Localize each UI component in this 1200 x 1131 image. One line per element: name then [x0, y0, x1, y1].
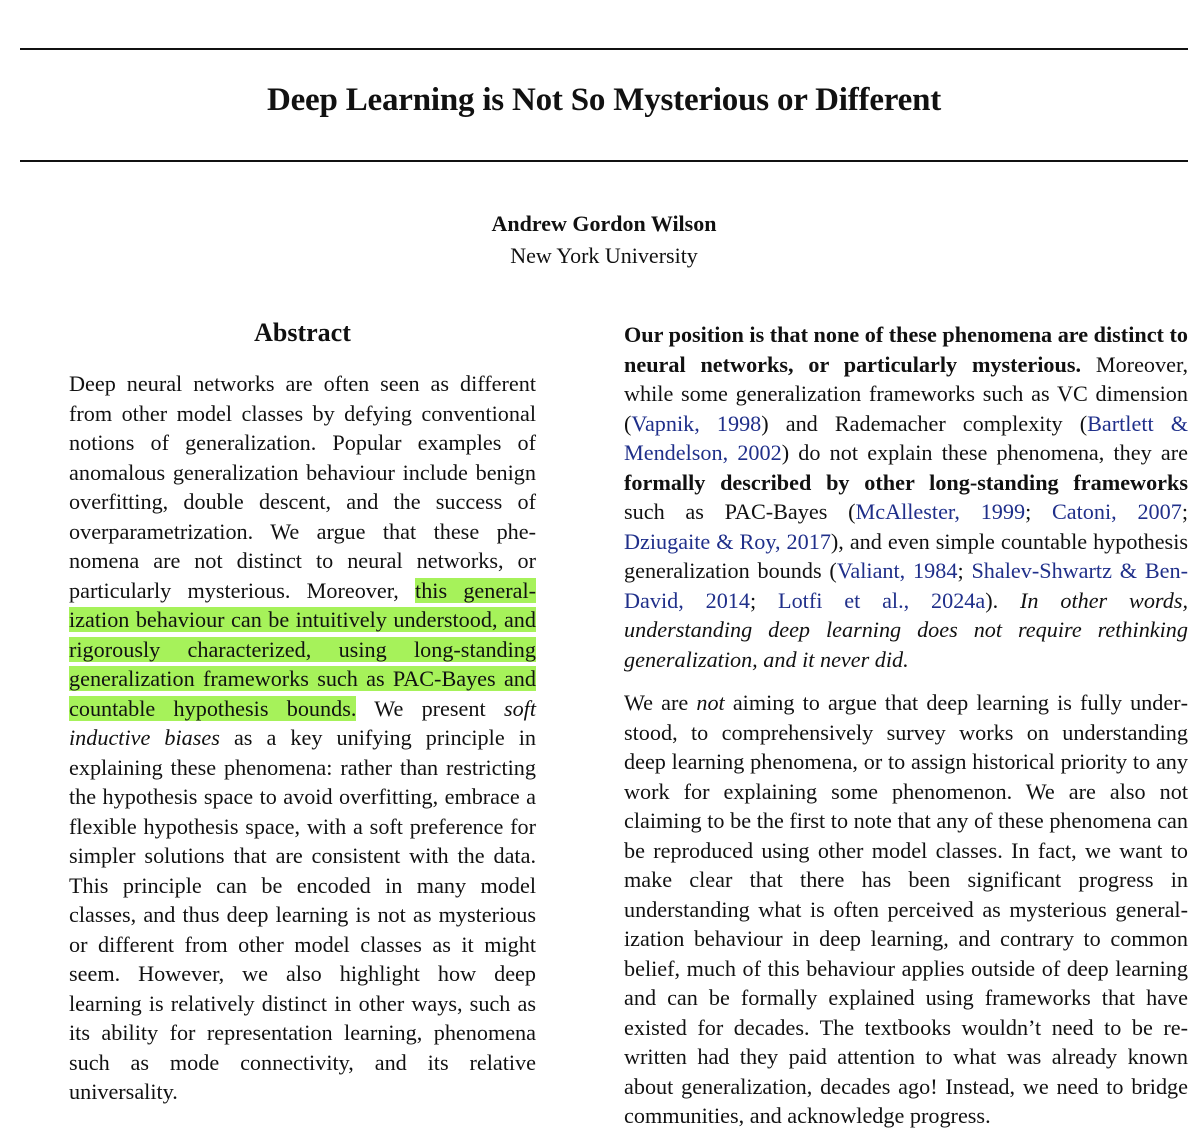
- position-text-5: ;: [1025, 499, 1052, 524]
- paper-title: Deep Learning is Not So Mysterious or Different: [266, 82, 942, 118]
- citation-dziugaite-roy[interactable]: Dziugaite & Roy, 2017: [624, 528, 831, 554]
- position-bold-frameworks: formally described by other long-standing frameworks: [624, 469, 1188, 495]
- title-bottom-rule: [20, 160, 1188, 162]
- author-name: Andrew Gordon Wilson: [491, 211, 717, 236]
- abstract-heading: Abstract: [254, 318, 351, 347]
- abstract-emphasis-soft-inductive-biases: soft inductive biases: [69, 695, 536, 750]
- intro-column: [624, 320, 1188, 1131]
- abstract-column: [69, 369, 536, 1107]
- position-text-8: ;: [957, 558, 972, 583]
- citation-vapnik[interactable]: Vapnik, 1998: [631, 410, 762, 436]
- scope-paragraph: [624, 688, 1188, 1131]
- scope-text-1: We are: [624, 690, 697, 715]
- citation-catoni[interactable]: Catoni, 2007: [1052, 499, 1182, 524]
- abstract-paragraph: [69, 369, 536, 1107]
- position-statement: Our position is that none of these phenomena are distinct to neural networks, or particularly mysterious.: [624, 322, 1188, 377]
- citation-valiant[interactable]: Valiant, 1984: [836, 558, 958, 583]
- citation-mcallester[interactable]: McAllester, 1999: [855, 499, 1026, 524]
- abstract-text-3: as a key unifying principle in explaining these phenomena: rather than restricting the hypothesis space to avoid overfitting, embrace a flexible hypothesis space, with a soft preference for simpler solutions that are consistent with the data. This principle can be encoded in many model classes, and thus deep learning is not as mysterious or different from other model classes as it might seem. However, we also highlight how deep learning is relatively distinct in other ways, such as its ability for representation learning, phenomena such as mode connectivity, and its relative universality.: [69, 725, 536, 1104]
- position-text-7: ), and even simple countable hypothesis generalization bounds (: [624, 528, 1188, 583]
- citation-bartlett-mendelson[interactable]: Bartlett & Mendelson, 2002: [624, 410, 1188, 465]
- position-text-6: ;: [1181, 499, 1188, 524]
- position-text-4: such as PAC-Bayes (: [624, 499, 856, 524]
- scope-emphasis-not: not: [696, 690, 725, 715]
- scope-text-2: aiming to argue that deep learning is fully understood, to comprehensively survey works on understanding deep learning phenomena, or to assign historical priority to any work for explaining some phenomenon. We are also not claiming to be the first to note that any of these phenomena can be reproduced using other model classes. In fact, we want to make clear that there has been significant progress in understanding what is often perceived as mysterious generalization behaviour in deep learning, and contrary to common belief, much of this behaviour applies outside of deep learning and can be formally explained using frameworks that have existed for decades. The textbooks wouldn’t need to be re-written had they paid attention to what was already known about generalization, decades ago! Instead, we need to bridge communities, and acknowledge progress.: [624, 690, 1188, 1128]
- position-text-9: ;: [750, 587, 779, 613]
- author-affiliation: New York University: [510, 243, 698, 268]
- position-text-10: ).: [985, 587, 1021, 613]
- abstract-text-1: Deep neural networks are often seen as different from other model classes by defying conventional notions of generalization. Popular examples of anomalous generalization behaviour include benign overfitting, double descent, and the success of overparametrization. We argue that these phenomena are not distinct to neural networks, or particularly mysterious. Moreover,: [69, 371, 536, 603]
- author-block: [0, 208, 1200, 272]
- top-rule: [20, 48, 1188, 50]
- position-text-3: ) do not explain these phenomena, they are: [781, 440, 1188, 465]
- position-paragraph: [624, 320, 1188, 674]
- citation-lotfi[interactable]: Lotfi et al., 2024a: [778, 587, 986, 613]
- abstract-text-2: We present: [356, 695, 504, 721]
- citation-shalev-shwartz[interactable]: Shalev-Shwartz & Ben-David, 2014: [624, 558, 1188, 613]
- position-text-2: ) and Rademacher complexity (: [761, 410, 1088, 436]
- position-emphasis: In other words, understanding deep learning does not require rethinking generalization, and it never did.: [624, 587, 1189, 672]
- abstract-highlighted-claim: this generalization behaviour can be intuitively understood, and rigorously characterized, using long-standing generalization frameworks such as PAC-Bayes and countable hypothesis bounds.: [69, 577, 536, 721]
- position-text-1: Moreover, while some generalization frameworks such as VC dimension (: [624, 351, 1189, 436]
